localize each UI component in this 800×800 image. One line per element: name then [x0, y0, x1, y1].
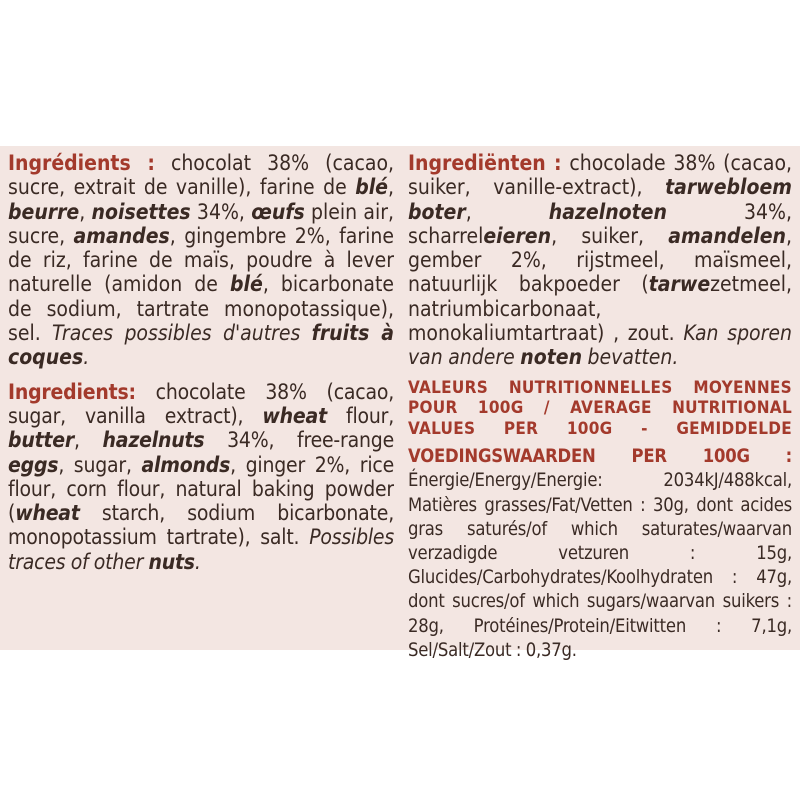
- allergen-text: fruits à coques: [8, 321, 394, 370]
- text-run: zetmeel, natriumbicarbonaat, monokaliumtartraat) , zout.: [408, 272, 792, 346]
- text-run: Énergie/Energy/Energie: 2034kJ/488kcal, Matières grasses/Fat/Vetten : 30g, dont acides gras saturés/of which saturates/waarvan verzadigde vetzuren : 15g, Glucides/Carbohydrates/Koolhydraten : 47g, dont sucres/of which sugars/waarvan suikers : 28g, Protéines/Protein/Eitwitten : 7,1g, Sel/Salt/Zout : 0,37g.: [408, 470, 792, 661]
- text-run: , gember 2%, rijstmeel, maïsmeel, natuurlijk bakpoeder (: [408, 223, 792, 297]
- allergen-text: œufs: [251, 199, 305, 224]
- allergen-text: almonds: [141, 452, 231, 477]
- text-run: ,: [79, 199, 92, 224]
- nutrition-values: [408, 445, 792, 663]
- right-column: [408, 146, 792, 663]
- allergen-text: wheat: [262, 403, 327, 428]
- section-heading: Ingredients:: [8, 379, 136, 404]
- ingredients-dutch: [408, 151, 792, 370]
- allergen-text: wheat: [15, 501, 80, 526]
- text-run: 34%, free-range: [204, 428, 394, 453]
- text-run: chocolade 38% (cacao, suiker, vanille-extract),: [408, 151, 792, 200]
- allergen-text: nuts: [148, 549, 195, 574]
- text-run: Traces possibles d'autres: [52, 321, 312, 346]
- left-column: [8, 146, 394, 574]
- ingredients-english: [8, 380, 394, 574]
- allergen-text: amandelen: [668, 223, 786, 248]
- allergen-text: amandes: [73, 223, 170, 248]
- allergen-text: boter: [408, 199, 466, 224]
- allergen-text: eggs: [8, 452, 59, 477]
- text-run: , gingembre 2%, farine de riz, farine de maïs, poudre à lever naturelle (amidon de: [8, 223, 394, 297]
- text-run: Kan sporen van andere: [408, 321, 792, 370]
- text-run: .: [194, 549, 201, 574]
- text-run: ,: [465, 199, 549, 224]
- product-label-panel: [0, 146, 800, 661]
- allergen-text: butter: [8, 428, 74, 453]
- nutrition-heading: VALEURS NUTRITIONNELLES MOYENNES POUR 100G / AVERAGE NUTRITIONAL VALUES PER 100G - GEMIDDELDE: [408, 377, 792, 439]
- allergen-text: blé: [355, 175, 388, 200]
- text-run: plein air, sucre,: [8, 199, 394, 248]
- text-run: , ginger 2%, rice flour, corn flour, natural baking powder (: [8, 452, 394, 526]
- allergen-text: blé: [230, 272, 263, 297]
- text-run: 34%, scharrel: [408, 199, 792, 248]
- section-heading: Ingrédients :: [8, 151, 155, 175]
- text-run: , bicarbonate de sodium, tartrate monopotassique), sel.: [8, 272, 394, 346]
- allergen-text: hazelnuts: [102, 428, 205, 453]
- text-run: 34%,: [190, 199, 252, 224]
- text-run: .: [83, 345, 90, 370]
- text-run: starch, sodium bicarbonate, monopotassium tartrate), salt.: [8, 501, 394, 550]
- text-run: chocolate 38% (cacao, sugar, vanilla extract),: [8, 379, 394, 428]
- text-run: , suiker,: [551, 223, 669, 248]
- allergen-text: beurre: [8, 199, 80, 224]
- ingredients-french: [8, 151, 394, 370]
- allergen-text: hazelnoten: [548, 199, 667, 224]
- text-run: chocolat 38% (cacao, sucre, extrait de vanille), farine de: [8, 151, 394, 200]
- allergen-text: eieren: [483, 223, 552, 248]
- allergen-text: tarwebloem: [665, 175, 792, 200]
- text-run: flour,: [326, 403, 394, 428]
- allergen-text: noten: [520, 345, 583, 370]
- text-run: , sugar,: [58, 452, 142, 477]
- text-run: ,: [73, 428, 103, 453]
- text-run: Possibles traces of other: [8, 525, 394, 574]
- allergen-text: tarwe: [648, 272, 711, 297]
- text-run: ,: [388, 175, 394, 200]
- allergen-text: noisettes: [91, 199, 191, 224]
- text-run: bevatten.: [582, 345, 679, 370]
- section-heading: Ingrediënten :: [408, 151, 562, 175]
- section-heading: VOEDINGSWAARDEN PER 100G :: [408, 446, 792, 468]
